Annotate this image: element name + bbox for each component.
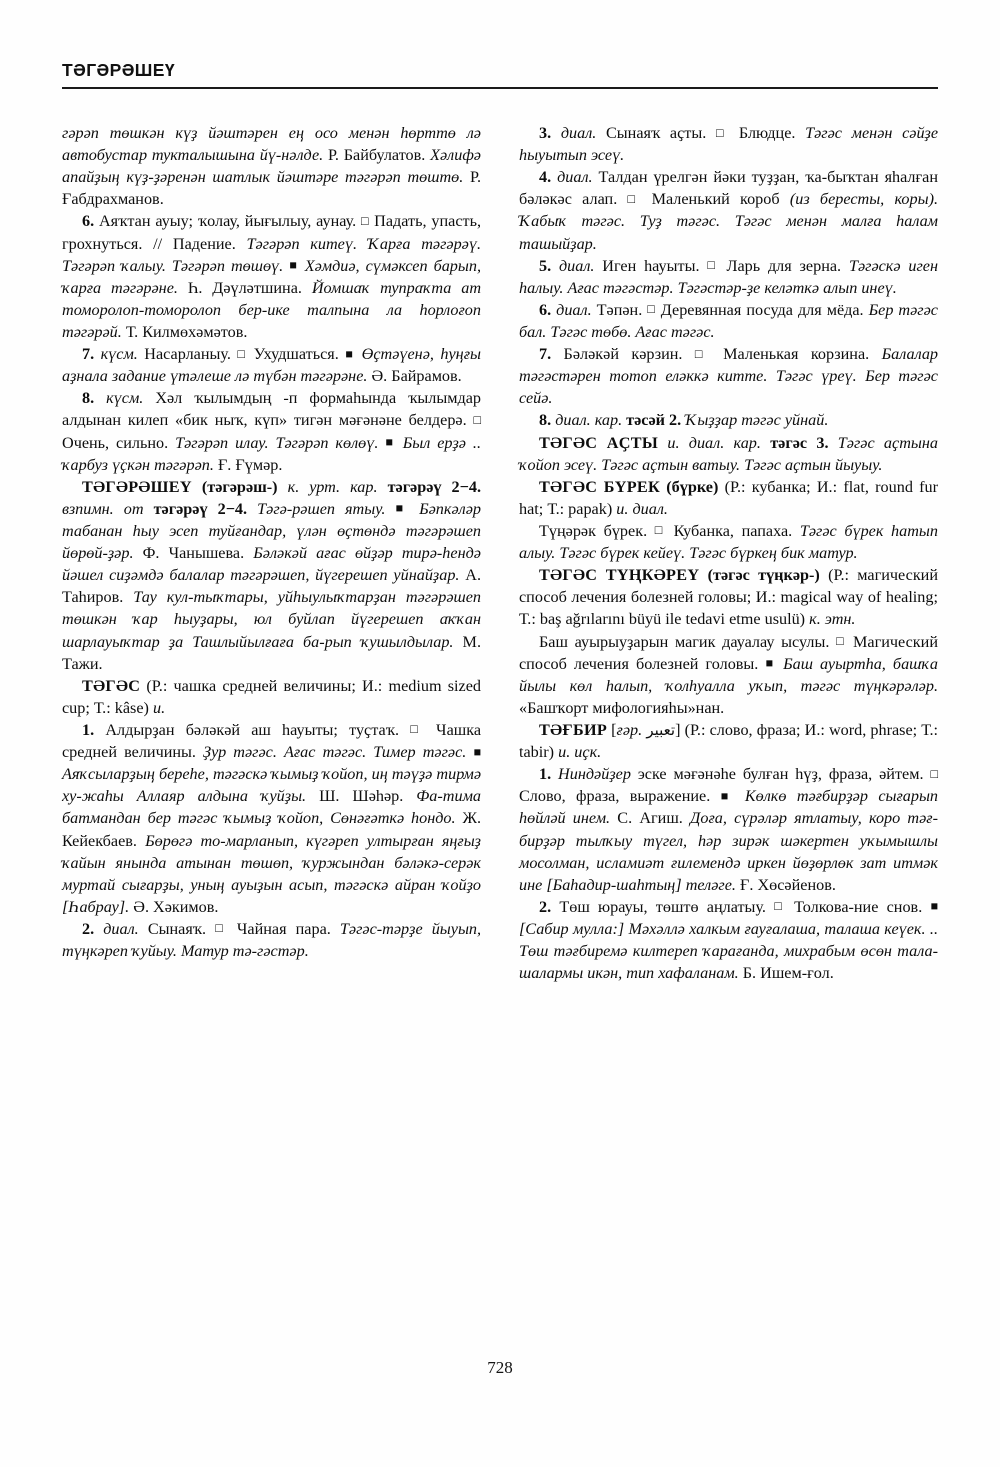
sense-examples: Тәгәс-тәрҙе йыуып, түңкәреп ҡуйыу. Матур тә-гәстәр. xyxy=(62,919,482,961)
citation-1: Был ерҙә .. ҡарбуз үҫкән тәгәрәп. xyxy=(62,433,482,474)
sense-examples: Бер тәгәс бал. Тәгәс төбө. Ағас тәгәс. xyxy=(519,300,938,341)
entry-examples: Тәгәс бүрек һатып алыу. Тәгәс бүрек кейеү. Тәгәс бүркең бик матур. xyxy=(519,521,938,563)
tagas-sense-5 xyxy=(519,255,938,299)
entry-tagas-burek xyxy=(519,476,938,520)
sense-number: 1. xyxy=(82,720,95,739)
continuation-source-b: Р. Ғабдрахманов. xyxy=(62,168,481,209)
sense-6 xyxy=(62,210,481,343)
citation-3: Тау кул-тыҡтары, уйһыулыҡтарҙан тәгәрәшеп төшкән ҡар һыуҙары, юл буйлап йүгерешеп аҡҡан шарлауыҡтар ҙа Ташлыйылғаға ба-рып ҡушылдылар. xyxy=(62,588,482,651)
entry-tagas-tunkareu xyxy=(519,564,938,630)
grammar-label: к. урт. кар. xyxy=(287,477,378,496)
citation-source-3: Ә. Хәкимов. xyxy=(133,897,219,916)
sense-bashkir-definition: эске мәғәнәһе булған һүҙ, фраза, әйтем. xyxy=(637,765,924,784)
etymology: (Р.: слово, фраза; И.: word, phrase; Т.: tabir) xyxy=(519,720,939,762)
citation-source-1: Ә. Байрамов. xyxy=(371,367,462,386)
sense-examples: Ҙур тәгәс. Ағас тәгәс. Тимер тәгәс. xyxy=(203,743,467,762)
etymology: (Р.: чашка средней величины; И.: medium sized cup; Т.: kâse) xyxy=(62,676,481,717)
open-square-icon xyxy=(215,920,228,938)
sense-russian-definition: Толкова-ние снов. xyxy=(794,897,923,916)
sense-russian-definition: Маленький короб xyxy=(651,190,780,209)
cross-reference-bashkir: тәгәрәү 2−4. xyxy=(387,477,482,496)
citation-1: Хәмдиә, сүмәксеп барып, ҡарға тәгәрәне. xyxy=(62,256,482,297)
sense-russian-definition: Очень, сильно. xyxy=(62,433,169,452)
sense-bashkir-definition: Баш ауырыуҙарын магик дауалау ысулы. xyxy=(539,632,830,651)
citation-2: Доға, сүрәләр ятлатыу, коро тәғ-бирҙәр тылҡыу түгел, һәр зирәк шәкертен уҡымышлы мосолман, исламиәт ғилемендә иркен йөҙөрлөк зат итмәк ине [Баһадир-шаһтың] теләге. xyxy=(519,809,939,894)
sense-number: 5. xyxy=(539,256,552,275)
page-header xyxy=(62,62,938,89)
grammar-label: и. xyxy=(152,698,166,717)
open-square-icon xyxy=(836,633,846,651)
continuation-paragraph xyxy=(62,122,481,210)
headword-stem: (тәгәрәш-) xyxy=(201,477,278,496)
sense-number: 8. xyxy=(82,389,95,408)
sense-number: 6. xyxy=(539,300,552,319)
sense-number: 3. xyxy=(539,124,552,142)
tagbir-sense-2 xyxy=(519,896,938,984)
sense-bashkir-definition: Аяҡтан ауыу; ҡолау, йығылыу, аунау. xyxy=(98,212,357,231)
sense-examples: Балалар тәгәстәрен тотоп еләккә китте. Тәгәс үреү. Бер тәгәс сейә. xyxy=(519,345,939,408)
sense-examples: Ҡабыҡ тәгәс. Туҙ тәгәс. Тәгәс менән малға һалам ташыйҙар. xyxy=(519,212,938,253)
sense-examples: Ҡыҙҙар тәгәс уйнай. xyxy=(685,411,829,430)
headword: ТӘГӘС АҪТЫ xyxy=(539,433,659,452)
sense-number: 4. xyxy=(539,168,552,187)
citation-source-2: А. Таһиров. xyxy=(62,566,481,607)
sense-label: диал. xyxy=(558,256,595,275)
right-column xyxy=(519,122,938,984)
sense-label: диал. xyxy=(557,168,593,187)
open-square-icon xyxy=(237,345,247,363)
continuation-text-a: гәрәп төшкән күҙ йәштәрен ең осо менән һөрттө лә автобустар тукталышына йү-нәлде. xyxy=(62,124,481,165)
sense-russian-definition: Блюдце. xyxy=(738,124,796,142)
filled-square-icon xyxy=(930,898,938,916)
grammar-label: и. иҫк. xyxy=(558,743,602,762)
sense-label: диал. xyxy=(103,919,139,938)
citation-source-1: Ш. Шәһәр. xyxy=(319,787,404,806)
two-column-body xyxy=(62,122,938,984)
sense-number: 2. xyxy=(539,897,552,916)
sense-russian-definition: Падать, упасть, грохнуться. // Падение. xyxy=(62,212,482,253)
sense-label: күсм. xyxy=(106,389,144,408)
sense-bashkir-definition: Төш юрауы, төштө аңлатыу. xyxy=(559,897,766,916)
tagas-sense-2 xyxy=(62,918,481,962)
tagas-sense-4 xyxy=(519,166,938,254)
cross-reference: тәгәс 3. xyxy=(770,433,829,452)
sense-bashkir-definition-italic: Ниндәйҙер xyxy=(558,765,631,784)
sense-bashkir-definition: Түңәрәк бүрек. xyxy=(539,521,648,540)
russian-grammar-label: взпимн. от xyxy=(62,499,144,518)
page-number: 728 xyxy=(487,1358,513,1377)
sense-number: 2. xyxy=(82,919,95,938)
tagas-sense-7 xyxy=(519,343,938,409)
headword-stem: (тәгәс түңкәр-) xyxy=(707,566,820,585)
sense-russian-definition: Кубанка, папаха. xyxy=(673,521,793,540)
left-column xyxy=(62,122,481,984)
filled-square-icon xyxy=(395,500,409,518)
sense-number: 6. xyxy=(82,212,95,231)
sense-russian-definition: Деревянная посуда для мёда. xyxy=(660,300,864,319)
sense-russian-definition: Маленькая корзина. xyxy=(723,345,870,364)
citation-3: Бөрөгә то-марланып, күгәреп ултырған яңғыҙ ҡайын янында атынан төшөп, ҡуржындан бәләкә-серәк муртай сығарҙы, уның ауыҙын асып, тәгәскә айран ҡойҙо [Һабрау]. xyxy=(62,831,481,916)
citation-1: Баш ауыртһа, башҡа йылы көл һалып, ҡолһуалла уҡып, тәгәс түңкәрәләр. xyxy=(519,654,939,695)
sense-bashkir-definition: Бәләкәй кәрзин. xyxy=(563,345,683,364)
sense-examples: Тәгәрәп илау. Тәгәрәп көлөү. xyxy=(175,433,379,452)
sense-examples: Тәгәс менән сәйҙе һыуытып эсеү. xyxy=(519,124,939,165)
entry-examples: Тәгәс аҫтына ҡойоп эсеү. Тәгәс аҫтын ватыу. Тәгәс аҫтын йыуыу. xyxy=(519,433,938,474)
citation-1: Өҫтәүенә, һуңғы аҙнала задание үтәлеше лә түбән тәгәрәне. xyxy=(62,345,481,386)
sense-russian-definition: Ухудшаться. xyxy=(253,345,339,364)
headword: ТӘГӘС БҮРЕК xyxy=(539,477,661,496)
sense-bashkir-definition: Хәл ҡылымдың -п формаһында ҡылымдар алдынан килеп «бик ныҡ, күп» тигән мәғәнәне белдерә. xyxy=(62,389,481,430)
grammar-label: и. диал. кар. xyxy=(667,433,761,452)
tagas-sense-8 xyxy=(519,409,938,431)
entry-tagas-asty xyxy=(519,432,938,476)
running-head: ТӘГӘРӘШЕҮ xyxy=(62,60,175,80)
sense-label: диал. xyxy=(560,124,597,142)
entry-tagas-burek-body xyxy=(519,520,938,564)
headword: ТӘҒБИР xyxy=(539,720,608,739)
sense-examples: Тәгәскә иген һалыу. Ағас тәгәстәр. Тәгәстәр-ҙе келәткә алып инеү. xyxy=(519,256,939,297)
sense-russian-definition: Слово, фраза, выражение. xyxy=(519,787,711,806)
sense-number: 8. xyxy=(539,411,552,430)
language-label: ғәр. xyxy=(616,720,643,739)
grammar-label: к. этн. xyxy=(809,610,856,629)
citation-source-1: Һ. Дәүләтшина. xyxy=(187,278,302,297)
entry-examples: Тәгә-рәшеп ятыу. xyxy=(257,499,386,518)
etymology: (Р.: магический способ лечения болезней головы; И.: magical way of healing; Т.: baş ağrılarını büyü ile tedavi etme usulü) xyxy=(519,566,939,629)
sense-bashkir-definition: Алдырҙан бәләкәй аш һауыты; туҫтаҡ. xyxy=(105,720,400,739)
continuation-source-a: Р. Байбулатов. xyxy=(327,146,431,165)
filled-square-icon xyxy=(721,787,735,805)
sense-russian-definition: Ларь для зерна. xyxy=(726,256,842,275)
sense-russian-definition: Чашка средней величины. xyxy=(62,720,482,762)
sense-number: 1. xyxy=(539,765,552,784)
header-rule xyxy=(62,87,938,89)
tagas-sense-1 xyxy=(62,719,481,918)
entry-tagas-tunkareu-body xyxy=(519,631,938,719)
headword: ТӘГӘРӘШЕҮ xyxy=(82,477,192,496)
sense-bashkir-definition: Насарланыу. xyxy=(144,345,231,364)
open-square-icon xyxy=(361,212,369,230)
open-square-icon xyxy=(628,190,642,208)
grammar-label: и. диал. xyxy=(616,499,668,518)
citation-source-3: М. Тажи. xyxy=(62,632,481,673)
headword-stem: (бүрке) xyxy=(666,477,719,496)
open-square-icon xyxy=(707,257,718,275)
open-square-icon xyxy=(716,124,729,142)
sense-label: диал. xyxy=(556,300,592,319)
bracket-close: ] xyxy=(675,720,681,739)
sense-number: 7. xyxy=(539,345,552,364)
sense-bashkir-definition: Талдан үрелгән йәки туҙҙан, ҡа-быҡтан яһалған бәләкәс алап. xyxy=(519,168,938,209)
continuation-text-b: Хәлифә апайҙың күҙ-ҙәренән шатлык йәштәре тәгәрәп төштө. xyxy=(62,146,481,187)
tagas-sense-6 xyxy=(519,299,938,343)
sense-bashkir-definition: Иген һауыты. xyxy=(602,256,700,275)
citation-2: Бәләкәй ағас өйҙәр тирә-һендә йәшел сиҙәмдә балалар тәгәрәшеп, йүгерешеп уйнайҙар. xyxy=(62,544,481,585)
open-square-icon xyxy=(774,898,786,916)
tagas-sense-3 xyxy=(519,122,938,166)
bracket-open: [ xyxy=(611,720,617,739)
entry-tagbir xyxy=(519,719,938,763)
citation-source-1: Б. Ишем-ғол. xyxy=(742,964,834,983)
citation-source-1: С. Агиш. xyxy=(617,809,683,828)
open-square-icon xyxy=(655,522,666,540)
citation-2: Йомшаҡ тупраҡта ат томоролоп-томоролоп бер-ике талпына ла һорлоғоп тәгәрәй. xyxy=(62,278,482,341)
sense-bashkir-definition: Сынаяҡ аҫты. xyxy=(606,124,707,142)
cross-reference: тәсәй 2. xyxy=(626,411,682,430)
open-square-icon xyxy=(410,721,425,739)
headword: ТӘГӘС ТҮҢКӘРЕҮ xyxy=(539,566,700,585)
citation-1: Көлкө тәғбирҙәр сығарып һөйләй инем. xyxy=(519,787,939,828)
sense-7 xyxy=(62,343,481,387)
open-square-icon xyxy=(695,345,711,363)
entry-tagaraseu xyxy=(62,476,481,675)
filled-square-icon xyxy=(385,434,395,452)
citation-1: Аяҡсыларҙың береһе, тәгәскә ҡымыҙ ҡойоп, иң тәүҙә тирмә ху-жаһы Аллаяр алдына ҡуйҙы. xyxy=(62,765,481,806)
filled-square-icon xyxy=(473,743,481,761)
open-square-icon xyxy=(647,301,656,319)
open-square-icon xyxy=(930,765,938,783)
sense-bashkir-definition: Тәпән. xyxy=(596,300,643,319)
open-square-icon xyxy=(473,411,481,429)
sense-number: 7. xyxy=(82,345,95,364)
sense-label: диал. кар. xyxy=(555,411,623,430)
citation-1: [Сабир мулла:] Мәхәллә халкым ғауғалаша, талаша кеүек. .. Төш тәғбиремә килтереп ҡарағанда, михрабым өсөн тала-шалармы икән, тип хафаланам. xyxy=(519,919,938,983)
citation-2: Фа-тима батмандан бер тәгәс ҡымыҙ ҡойоп, Сөнәғәткә һондо. xyxy=(62,787,481,828)
filled-square-icon xyxy=(345,345,355,363)
sense-examples: Тәгәрәп китеү. Ҡарға тәгәрәү. Тәгәрәп ҡалыу. Тәгәрәп төшөү. xyxy=(62,234,481,275)
sense-russian-definition: Чайная пара. xyxy=(236,919,331,938)
sense-8 xyxy=(62,387,481,475)
filled-square-icon xyxy=(289,257,299,275)
sense-russian-definition: Магический способ лечения болезней головы. xyxy=(519,632,939,673)
sense-russian-parenthetical: (из бересты, коры). xyxy=(789,190,939,209)
citation-source-2: Ж. Кейекбаев. xyxy=(62,809,481,850)
citation-source-1: Ф. Чанышева. xyxy=(142,544,245,563)
citation-source-1: Ғ. Ғүмәр. xyxy=(217,455,283,474)
citation-source-2: Т. Килмөхәмәтов. xyxy=(125,322,248,341)
filled-square-icon xyxy=(765,655,776,673)
citation-source-1: «Башҡорт мифологияһы»нан. xyxy=(519,698,725,717)
cross-reference-russian: тәгәрәү 2−4. xyxy=(153,499,248,518)
citation-1: Бәпкәләр табанан һыу эсеп туйғандар, үлән өҫтөндә тәгәрәшеп йөрөй-ҙәр. xyxy=(62,499,481,563)
headword: ТӘГӘС xyxy=(82,676,141,695)
sense-bashkir-definition: Сынаяҡ. xyxy=(147,919,207,938)
sense-label: күсм. xyxy=(100,345,138,364)
entry-tagas-head xyxy=(62,675,481,719)
arabic-etymon: تعبير xyxy=(646,720,676,739)
tagbir-sense-1 xyxy=(519,763,938,896)
citation-source-2: Ғ. Хөсәйенов. xyxy=(740,875,836,894)
etymology: (Р.: кубанка; И.: flat, round fur hat; Т.: papak) xyxy=(519,477,939,518)
